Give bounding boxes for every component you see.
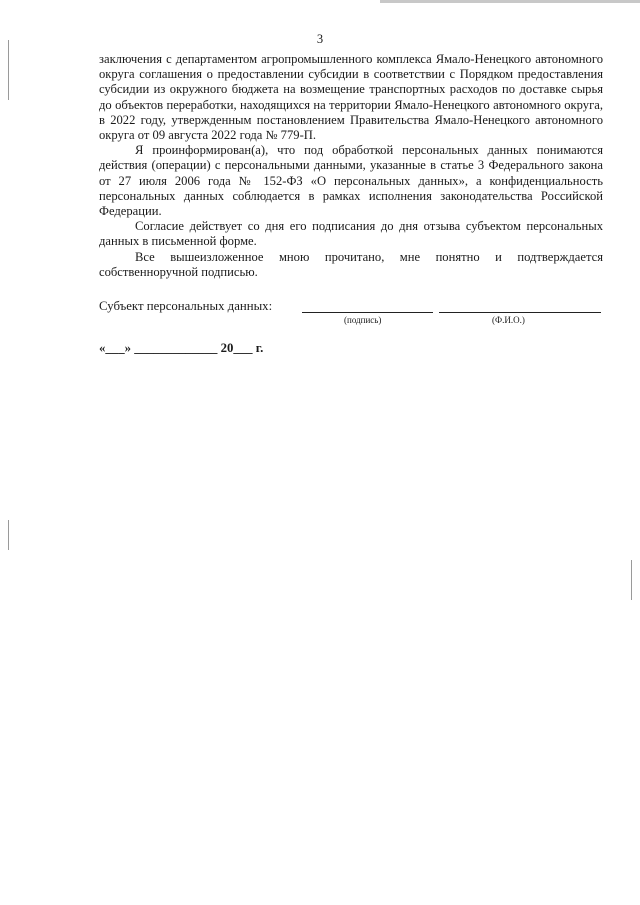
scan-edge-mark — [631, 560, 632, 600]
scan-edge-mark — [8, 40, 9, 100]
signature-block — [99, 299, 603, 329]
consent-text — [99, 52, 603, 280]
paragraph-confirmation: Все вышеизложенное мною прочитано, мне понятно и подтверждается собственноручной подписью. — [99, 249, 603, 279]
page-number: 3 — [316, 32, 324, 46]
paragraph-validity: Согласие действует со дня его подписания до дня отзыва субъектом персональных данных в письменной форме. — [99, 219, 603, 249]
full-name-caption: (Ф.И.О.) — [492, 315, 525, 325]
paragraph-continuation: заключения с департаментом агропромышленного комплекса Ямало-Ненецкого автономного округа соглашения о предоставлении субсидии в соответствии с Порядком предоставления субсидии из окружного бюджета на возмещение транспортных расходов по доставке сырья до объектов переработки, находящихся на территории Ямало-Ненецкого автономного округа, в 2022 году, утвержденным постановлением Правительства Ямало-Ненецкого автономного округа от 09 августа 2022 года № 779-П. — [99, 52, 603, 143]
signature-caption: (подпись) — [344, 315, 382, 325]
scan-edge-mark — [8, 520, 9, 550]
signature-line — [302, 312, 433, 313]
date-line: «___» _____________ 20___ г. — [99, 341, 264, 355]
full-name-line — [439, 312, 601, 313]
signature-label: Субъект персональных данных: — [99, 299, 273, 313]
paragraph-informed: Я проинформирован(а), что под обработкой персональных данных понимаются действия (операции) с персональными данными, указанные в статье 3 Федерального закона от 27 июля 2006 года № 152-ФЗ «О персональных данных», а конфиденциальность персональных данных соблюдается в рамках исполнения законодательства Российской Федерации. — [99, 143, 603, 219]
scan-edge-mark — [380, 0, 640, 3]
